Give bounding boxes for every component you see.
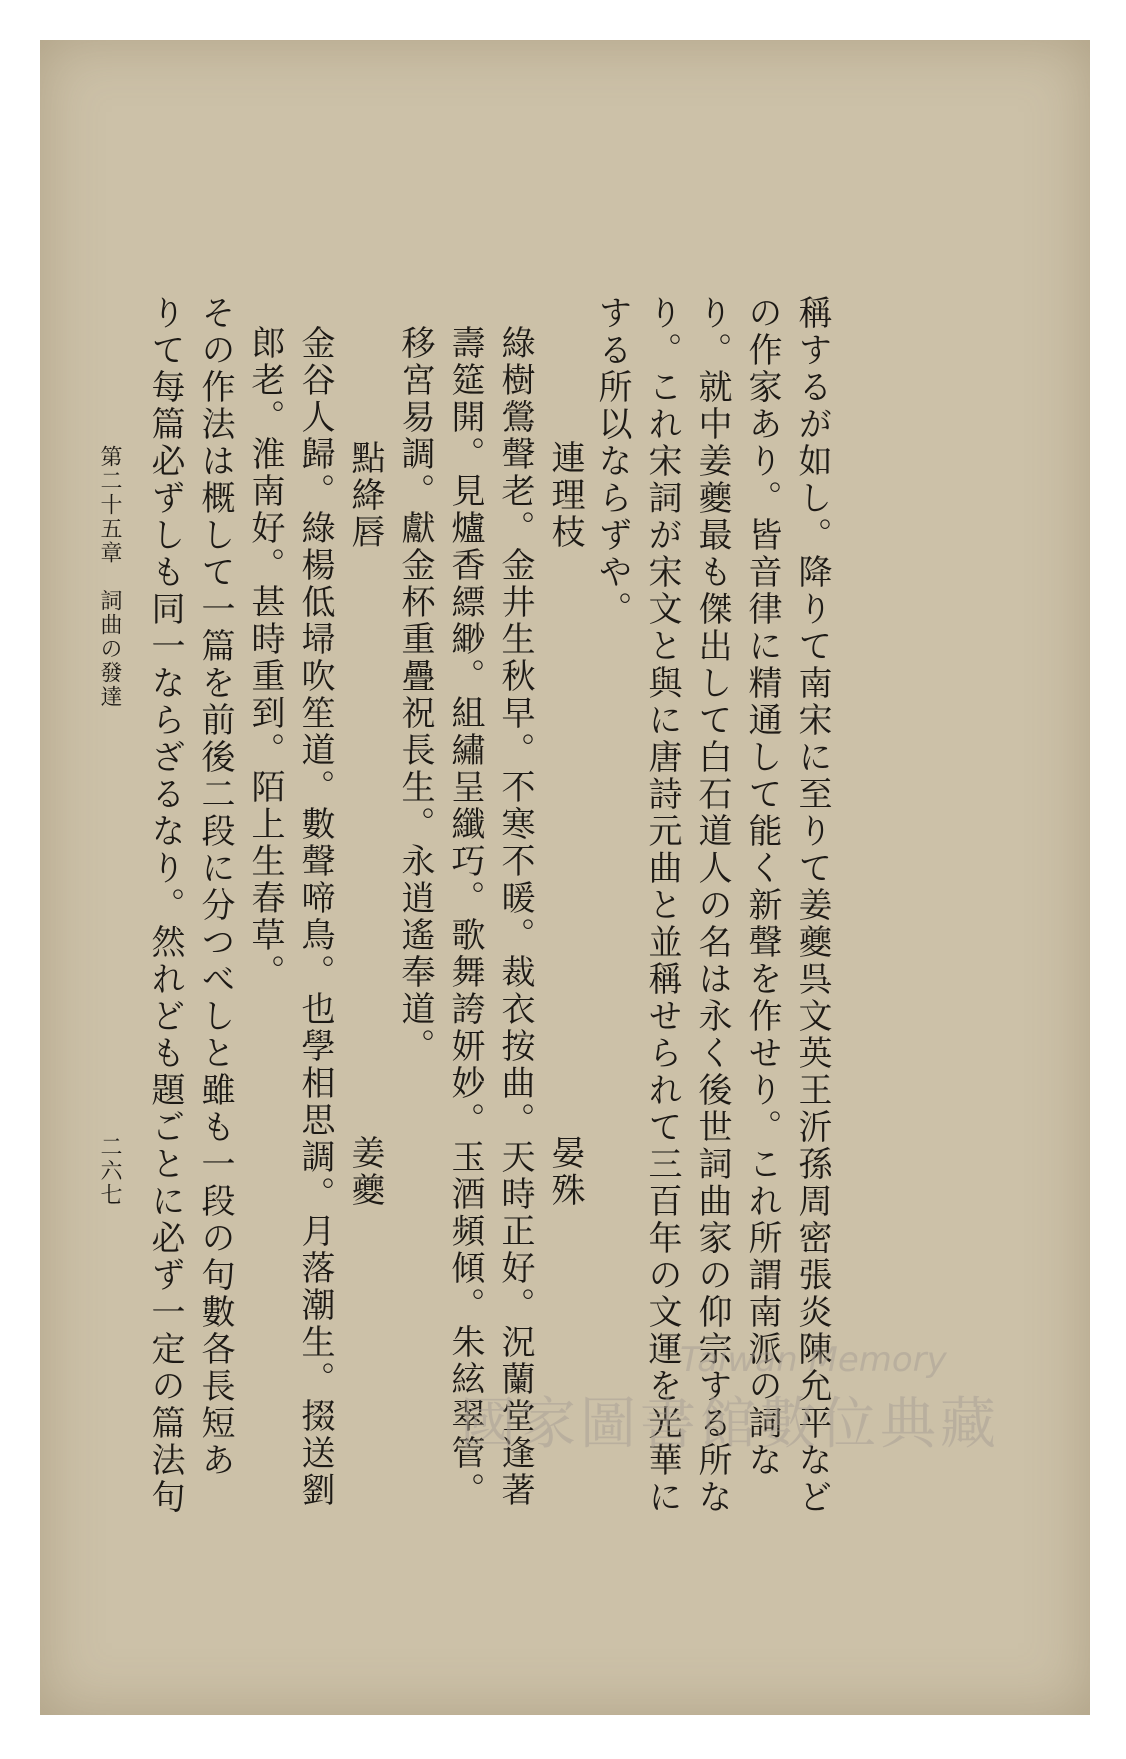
- watermark-institution: 國家圖書館數位典藏: [460, 1392, 1000, 1457]
- text-column-5: する所以ならずや。: [592, 295, 632, 628]
- text-column-7: りて每篇必ずしも同一ならざるなり。然れども題ごとに必ず一定の篇法句: [145, 295, 185, 1516]
- poem-title-diangjiangchun: 點絳唇: [345, 440, 385, 551]
- text-column-4: り。これ宋詞が宋文と與に唐詩元曲と並稱せられて三百年の文運を光華に: [642, 295, 682, 1516]
- text-column-1: 稱するが如し。降りて南宋に至りて姜夔呉文英王沂孫周密張炎陳允平など: [792, 295, 832, 1516]
- chapter-footer: 第二十五章 詞曲の發達: [97, 445, 122, 709]
- text-column-6: その作法は概して一篇を前後二段に分つべしと雖も一段の句數各長短あ: [195, 295, 235, 1479]
- text-column-3: り。就中姜夔最も傑出して白石道人の名は永く後世詞曲家の仰宗する所な: [692, 295, 732, 1516]
- book-page: [40, 40, 1090, 1715]
- poem-title-lianlizhi: 連理枝: [545, 440, 585, 551]
- poem-line-3: 移宮易調。獻金杯重疊祝長生。永逍遙奉道。: [395, 325, 435, 1065]
- poem-line-4: 金谷人歸。綠楊低埽吹笙道。數聲啼鳥。也學相思調。月落潮生。掇送劉: [295, 325, 335, 1509]
- watermark-english: Taiwan Memory: [680, 1340, 947, 1380]
- poem-author-yanshu: 晏殊: [545, 1135, 585, 1209]
- text-column-2: の作家あり。皆音律に精通して能く新聲を作せり。これ所謂南派の詞な: [742, 295, 782, 1479]
- poem-line-2: 壽筵開。見爐香縹緲。組繡呈纖巧。歌舞誇妍妙。玉酒頻傾。朱絃翠管。: [445, 325, 485, 1509]
- poem-line-5: 郎老。淮南好。甚時重到。陌上生春草。: [245, 325, 285, 991]
- poem-author-jiangkui: 姜夔: [345, 1135, 385, 1209]
- page-number: 二六七: [97, 1135, 122, 1207]
- poem-line-1: 綠樹鶯聲老。金井生秋早。不寒不暖。裁衣按曲。天時正好。況蘭堂逢著: [495, 325, 535, 1509]
